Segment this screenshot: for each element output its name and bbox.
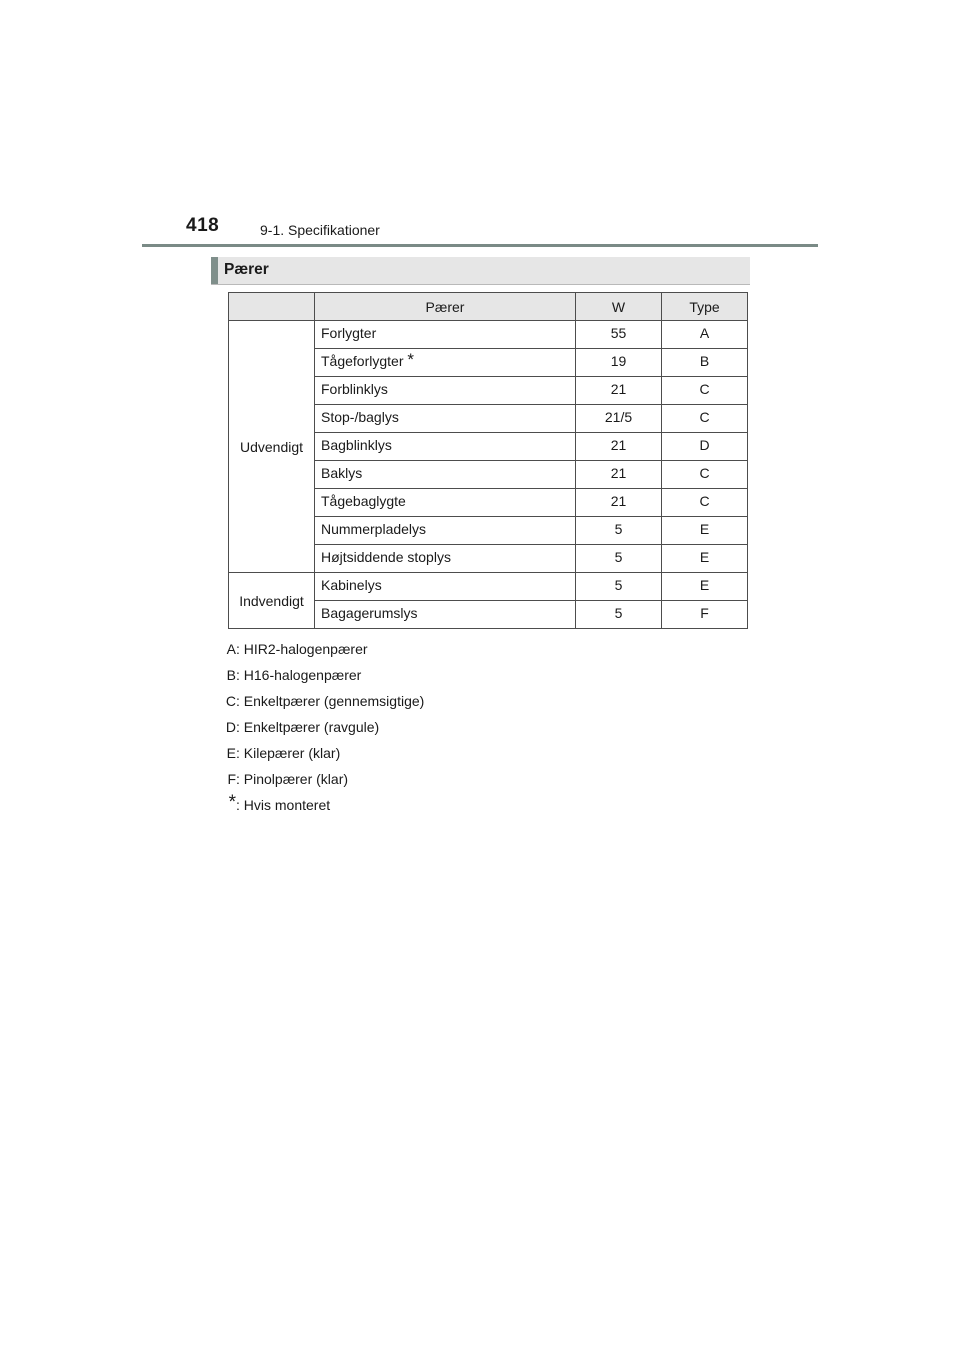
type-cell: C xyxy=(662,489,748,517)
bulb-name: Tågebaglygte xyxy=(321,493,406,509)
note-key: A xyxy=(226,641,236,657)
footnote-text: Hvis monteret xyxy=(243,797,331,813)
table-row xyxy=(229,573,748,601)
wattage-cell: 21 xyxy=(576,433,662,461)
bulb-name: Forlygter xyxy=(321,325,377,341)
group-label: Udvendigt xyxy=(229,321,315,573)
bulb-name-cell xyxy=(315,601,576,629)
type-cell: D xyxy=(662,433,748,461)
page-number: 418 xyxy=(186,215,220,236)
header-cell-type: Type xyxy=(662,293,748,321)
type-cell: C xyxy=(662,405,748,433)
legend-note: B: H16-halogenpærer xyxy=(222,666,424,692)
note-text: Enkeltpærer (ravgule) xyxy=(243,719,380,735)
bulb-name: Højtsiddende stoplys xyxy=(321,549,451,565)
wattage-cell: 5 xyxy=(576,573,662,601)
note-key: E xyxy=(226,745,236,761)
type-cell: C xyxy=(662,377,748,405)
note-key: F xyxy=(227,771,236,787)
legend-note: A: HIR2-halogenpærer xyxy=(222,640,424,666)
note-key: C xyxy=(225,693,236,709)
note-key: B xyxy=(226,667,236,683)
bulb-name-cell xyxy=(315,489,576,517)
section-heading-bar xyxy=(211,257,750,285)
section-title: Pærer xyxy=(224,261,269,278)
type-cell: A xyxy=(662,321,748,349)
table-body xyxy=(229,321,748,629)
type-cell: E xyxy=(662,545,748,573)
note-key: D xyxy=(225,719,236,735)
footnote-marker: * xyxy=(407,350,414,369)
wattage-cell: 5 xyxy=(576,601,662,629)
note-text: HIR2-halogenpærer xyxy=(243,641,368,657)
bulb-spec-table xyxy=(228,292,748,629)
bulb-name: Tågeforlygter xyxy=(321,353,404,369)
type-cell: F xyxy=(662,601,748,629)
wattage-cell: 21 xyxy=(576,489,662,517)
bulb-name: Bagblinklys xyxy=(321,437,392,453)
group-label: Indvendigt xyxy=(229,573,315,629)
wattage-cell: 21 xyxy=(576,377,662,405)
bulb-name-cell xyxy=(315,461,576,489)
bulb-name-cell xyxy=(315,545,576,573)
table-header-row xyxy=(229,293,748,321)
bulb-name: Nummerpladelys xyxy=(321,521,427,537)
wattage-cell: 21 xyxy=(576,461,662,489)
legend-notes xyxy=(222,640,424,822)
footnote: *: Hvis monteret xyxy=(222,796,424,822)
header-cell-group xyxy=(229,293,315,321)
wattage-cell: 5 xyxy=(576,545,662,573)
bulb-name: Kabinelys xyxy=(321,577,382,593)
note-text: Enkeltpærer (gennemsigtige) xyxy=(243,693,425,709)
legend-note: E: Kilepærer (klar) xyxy=(222,744,424,770)
type-cell: E xyxy=(662,573,748,601)
footnote-marker: * xyxy=(228,792,236,813)
header-cell-watt: W xyxy=(576,293,662,321)
bulb-name: Stop-/baglys xyxy=(321,409,399,425)
table-row xyxy=(229,321,748,349)
note-text: H16-halogenpærer xyxy=(243,667,362,683)
bulb-name-cell xyxy=(315,517,576,545)
bulb-name-cell xyxy=(315,349,576,377)
bulb-name-cell xyxy=(315,377,576,405)
legend-note: C: Enkeltpærer (gennemsigtige) xyxy=(222,692,424,718)
bulb-name: Bagagerumslys xyxy=(321,605,418,621)
note-text: Pinolpærer (klar) xyxy=(243,771,349,787)
bulb-name-cell xyxy=(315,433,576,461)
type-cell: B xyxy=(662,349,748,377)
header-cell-bulb: Pærer xyxy=(315,293,576,321)
note-text: Kilepærer (klar) xyxy=(243,745,341,761)
wattage-cell: 21/5 xyxy=(576,405,662,433)
header-rule xyxy=(142,244,818,247)
wattage-cell: 55 xyxy=(576,321,662,349)
type-cell: E xyxy=(662,517,748,545)
wattage-cell: 5 xyxy=(576,517,662,545)
bulb-name-cell xyxy=(315,405,576,433)
bulb-name: Baklys xyxy=(321,465,363,481)
bulb-name-cell xyxy=(315,573,576,601)
chapter-title: 9-1. Specifikationer xyxy=(260,222,380,238)
bulb-name-cell xyxy=(315,321,576,349)
type-cell: C xyxy=(662,461,748,489)
legend-note: F: Pinolpærer (klar) xyxy=(222,770,424,796)
wattage-cell: 19 xyxy=(576,349,662,377)
legend-note: D: Enkeltpærer (ravgule) xyxy=(222,718,424,744)
section-accent xyxy=(211,257,218,284)
bulb-name: Forblinklys xyxy=(321,381,388,397)
